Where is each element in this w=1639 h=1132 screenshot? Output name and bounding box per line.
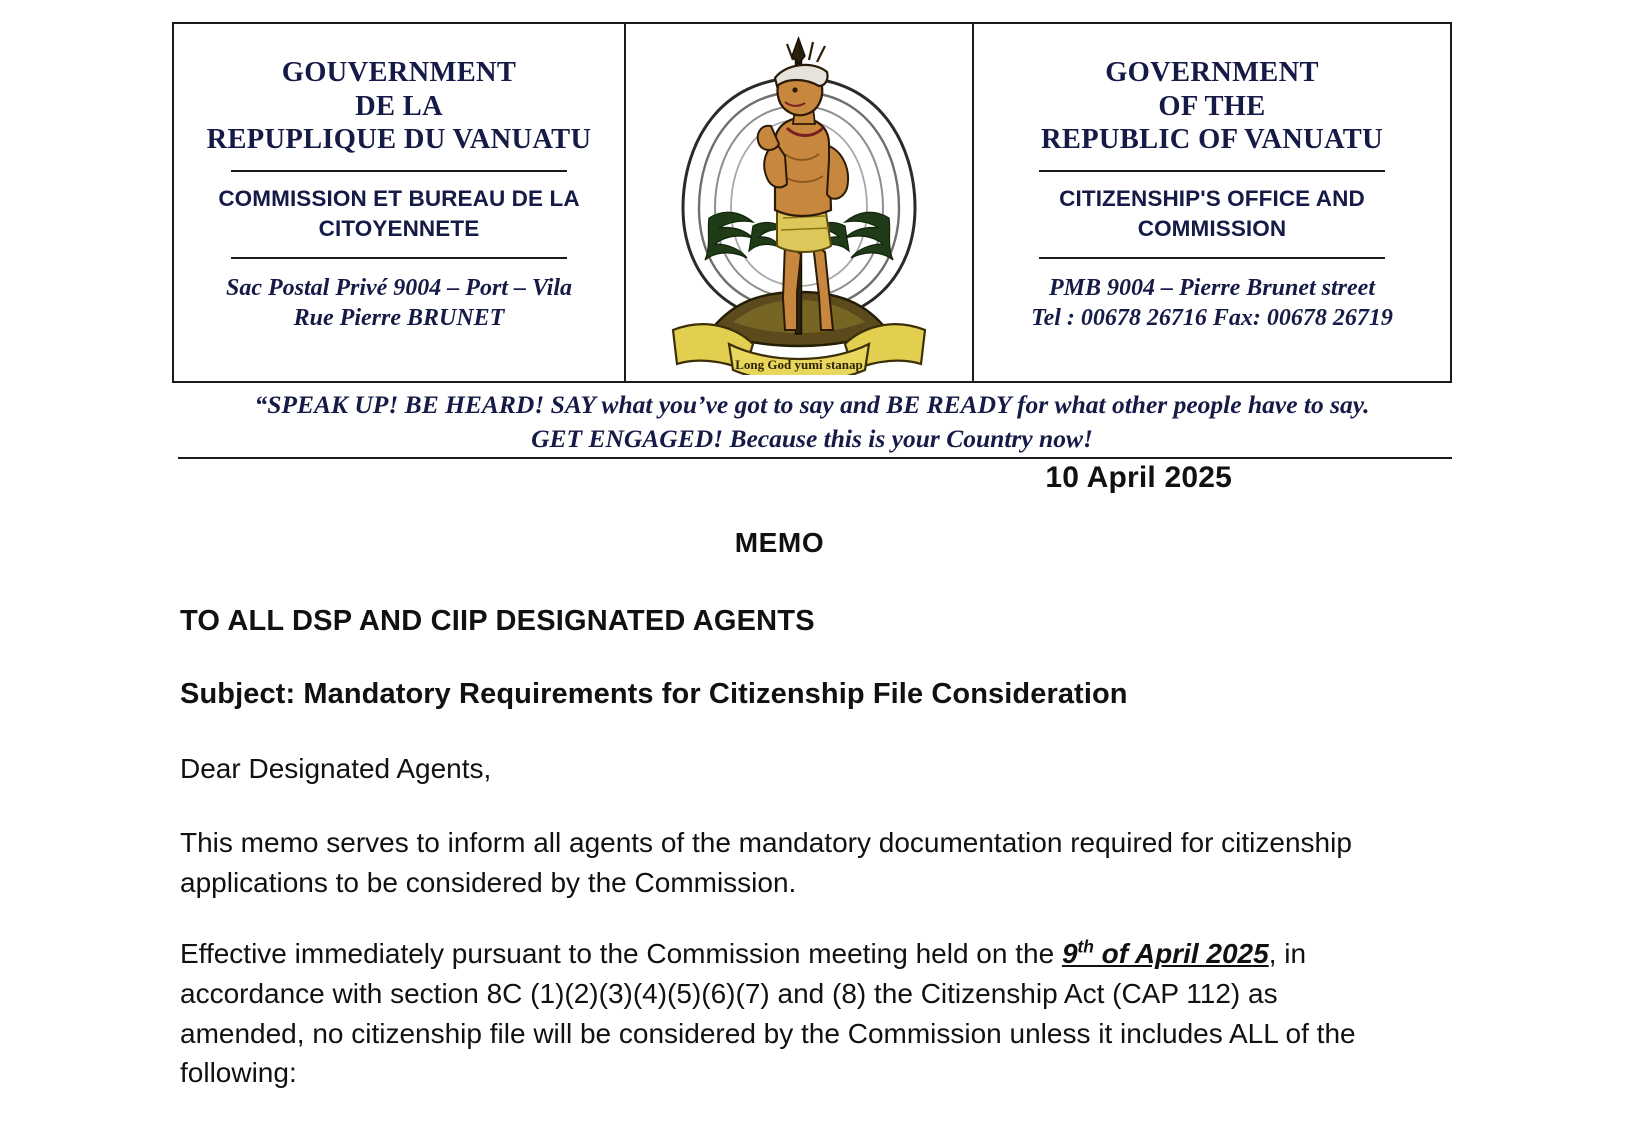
address-line-1: Sac Postal Privé 9004 – Port – Vila bbox=[226, 275, 572, 302]
slogan-line-2: GET ENGAGED! Because this is your Country now! bbox=[531, 423, 1093, 453]
letterhead-cell-french bbox=[174, 24, 626, 381]
gov-title-line-1: GOVERNMENT bbox=[1105, 57, 1319, 88]
divider-rule bbox=[231, 257, 566, 259]
office-line-1: COMMISSION ET BUREAU DE LA bbox=[218, 185, 580, 211]
motto-text: Long God yumi stanap bbox=[735, 357, 863, 372]
government-title-french bbox=[207, 56, 592, 157]
coat-of-arms-icon bbox=[626, 24, 972, 381]
header-separator-rule bbox=[178, 457, 1452, 459]
divider-rule bbox=[231, 170, 566, 172]
letterhead-cell-english bbox=[974, 24, 1450, 381]
emphasis-month-year: of April 2025 bbox=[1093, 938, 1269, 969]
slogan-banner bbox=[172, 388, 1452, 456]
divider-rule bbox=[1039, 170, 1386, 172]
paragraph-2-emphasis-date bbox=[1062, 938, 1269, 969]
gov-title-line-1: GOUVERNMENT bbox=[281, 57, 517, 88]
office-line-1: CITIZENSHIP'S OFFICE AND bbox=[1059, 185, 1365, 211]
emphasis-day-ordinal-suffix: th bbox=[1077, 936, 1094, 957]
memo-paragraph-2 bbox=[180, 934, 1370, 1093]
gov-title-line-3: REPUBLIC OF VANUATU bbox=[1041, 124, 1383, 156]
gov-title-line-2: DE LA bbox=[355, 90, 443, 122]
slogan-line-1: “SPEAK UP! BE HEARD! SAY what you’ve got to say and BE READY for what other people have to say. bbox=[254, 390, 1370, 419]
address-line-1: PMB 9004 – Pierre Brunet street bbox=[1048, 275, 1375, 302]
paragraph-2-part-1: Effective immediately pursuant to the Commission meeting held on the bbox=[180, 938, 1062, 969]
memo-subject-line: Subject: Mandatory Requirements for Citizenship File Consideration bbox=[180, 678, 1128, 710]
memo-salutation: Dear Designated Agents, bbox=[180, 753, 492, 784]
office-name-french bbox=[218, 184, 579, 244]
address-french bbox=[226, 273, 572, 333]
government-title-english bbox=[1041, 56, 1383, 157]
letterhead-table bbox=[172, 22, 1452, 383]
address-english bbox=[1031, 273, 1393, 333]
memo-paragraph-1: This memo serves to inform all agents of the mandatory documentation required for citizenship applications to be considered by the Commission. bbox=[180, 827, 1352, 898]
address-line-2: Rue Pierre BRUNET bbox=[293, 305, 505, 332]
document-date: 10 April 2025 bbox=[1045, 461, 1232, 494]
divider-rule bbox=[1039, 257, 1386, 259]
office-name-english bbox=[1059, 184, 1365, 244]
letterhead-cell-emblem bbox=[626, 24, 974, 381]
gov-title-line-2: OF THE bbox=[1158, 90, 1266, 122]
address-line-2: Tel : 00678 26716 Fax: 00678 26719 bbox=[1031, 305, 1393, 332]
memo-recipient-line: TO ALL DSP AND CIIP DESIGNATED AGENTS bbox=[180, 605, 815, 637]
memo-title: MEMO bbox=[734, 527, 825, 558]
gov-title-line-3: REPUPLIQUE DU VANUATU bbox=[206, 124, 592, 156]
paragraph-2-part-2: , in accordance with section 8C (1)(2)(3)(4)(5)(6)(7) and (8) the Citizenship Act (CAP 112) as amended, no citizenship file will be considered by the Commission unless it includes ALL of the following: bbox=[180, 938, 1356, 1089]
office-line-2: COMMISSION bbox=[1137, 216, 1287, 242]
emphasis-day-number: 9 bbox=[1061, 938, 1078, 969]
office-line-2: CITOYENNETE bbox=[318, 216, 480, 242]
